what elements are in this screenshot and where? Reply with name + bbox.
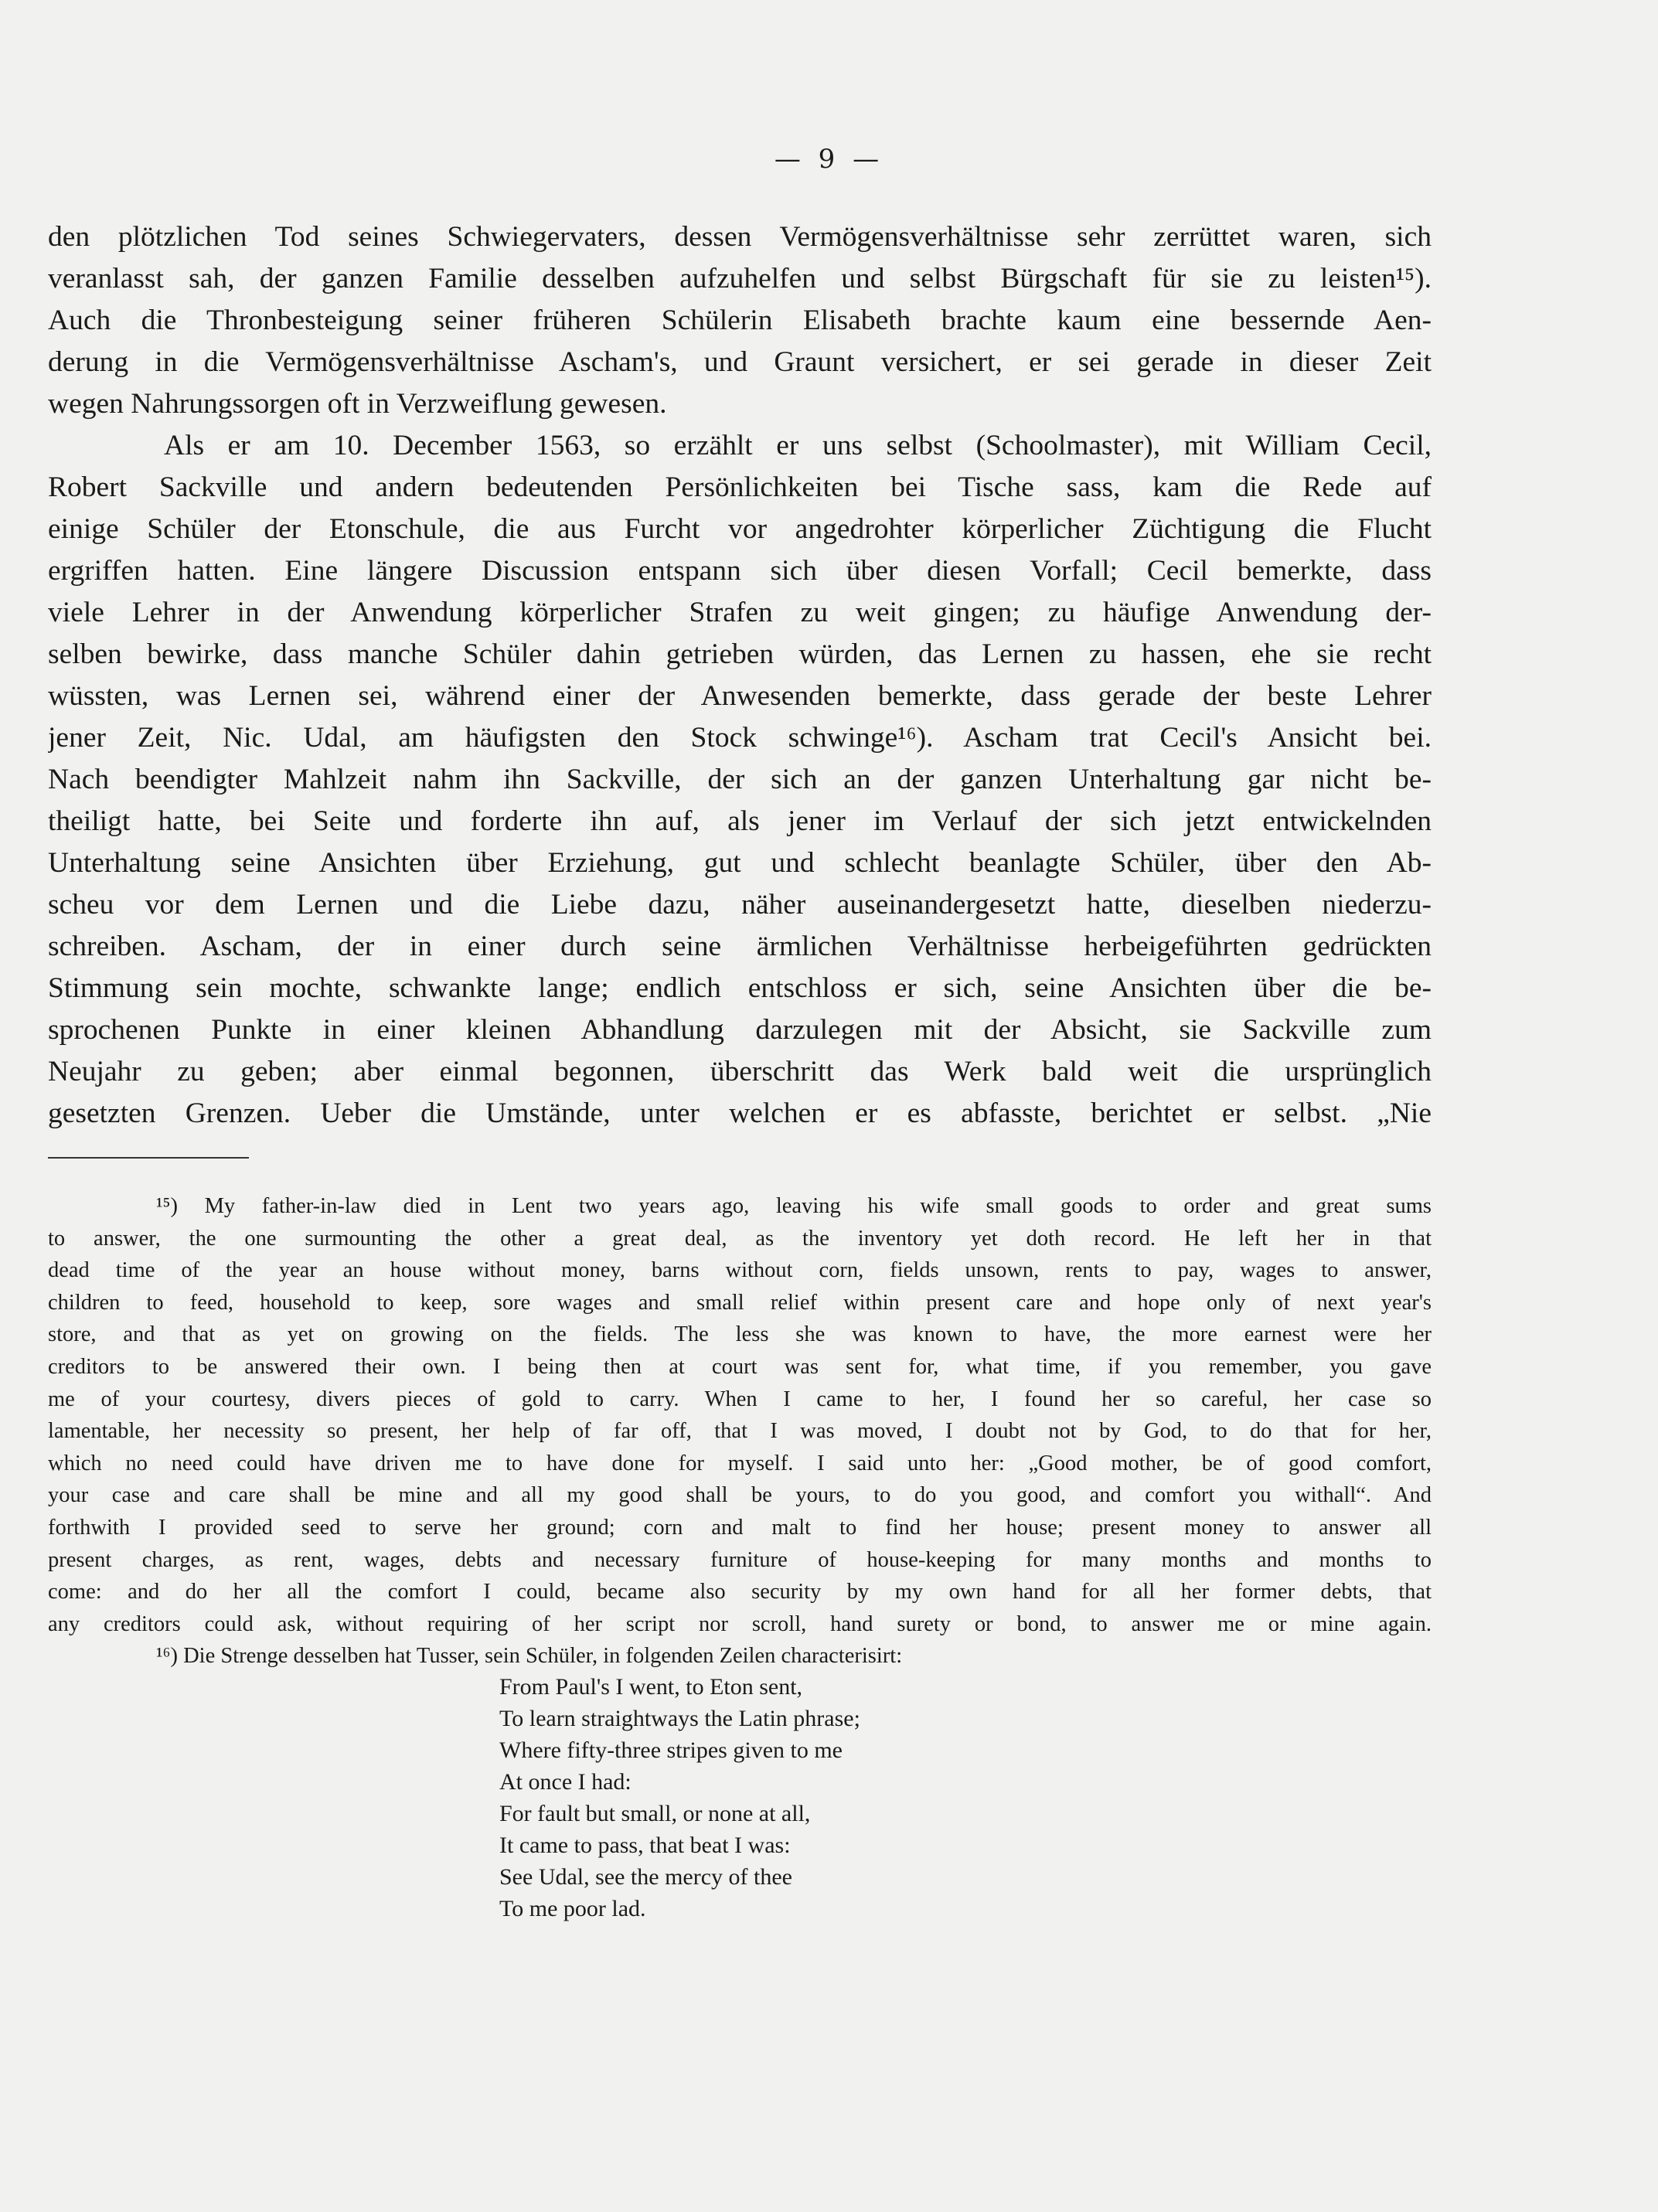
- poem-line: See Udal, see the mercy of thee: [499, 1864, 792, 1890]
- footnote-line: to answer, the one surmounting the other a great deal, as the inventory yet doth record. He left her in that: [48, 1226, 1432, 1251]
- footnote-line: me of your courtesy, divers pieces of gold to carry. When I came to her, I found her so careful, her case so: [48, 1387, 1432, 1411]
- body-line: schreiben. Ascham, der in einer durch seine ärmlichen Verhältnisse herbeigeführten gedrückten: [48, 931, 1432, 962]
- body-line: selben bewirke, dass manche Schüler dahin getrieben würden, das Lernen zu hassen, ehe sie recht: [48, 638, 1432, 670]
- body-line: theiligt hatte, bei Seite und forderte ihn auf, als jener im Verlauf der sich jetzt entwickelnden: [48, 805, 1432, 837]
- body-line: viele Lehrer in der Anwendung körperlicher Strafen zu weit gingen; zu häufige Anwendung der-: [48, 597, 1432, 628]
- body-line: wegen Nahrungssorgen oft in Verzweiflung gewesen.: [48, 388, 667, 420]
- poem-line: To learn straightways the Latin phrase;: [499, 1706, 860, 1731]
- footnote-line: come: and do her all the comfort I could, became also security by my own hand for all her former debts, that: [48, 1580, 1432, 1605]
- body-line: Unterhaltung seine Ansichten über Erziehung, gut und schlecht beanlagte Schüler, über den Ab-: [48, 847, 1432, 879]
- page-number: — 9 —: [774, 144, 884, 175]
- body-line: jener Zeit, Nic. Udal, am häufigsten den Stock schwinge¹⁶). Ascham trat Cecil's Ansicht bei.: [48, 722, 1432, 754]
- footnote-line: dead time of the year an house without money, barns without corn, fields unsown, rents to pay, wages to answer,: [48, 1258, 1432, 1283]
- body-line: Nach beendigter Mahlzeit nahm ihn Sackville, der sich an der ganzen Unterhaltung gar nicht be-: [48, 764, 1432, 795]
- poem-line: From Paul's I went, to Eton sent,: [499, 1674, 803, 1700]
- body-line: Als er am 10. December 1563, so erzählt er uns selbst (Schoolmaster), mit William Cecil,: [164, 430, 1432, 461]
- body-line: einige Schüler der Etonschule, die aus Furcht vor angedrohter körperlicher Züchtigung die Flucht: [48, 513, 1432, 545]
- footnote-line: ¹⁶) Die Strenge desselben hat Tusser, sein Schüler, in folgenden Zeilen characterisirt:: [156, 1644, 903, 1669]
- footnote-line: any creditors could ask, without requiring of her script nor scroll, hand surety or bond, to answer me or mine again.: [48, 1611, 1432, 1636]
- footnote-line: your case and care shall be mine and all my good shall be yours, to do you good, and comfort you withall“. And: [48, 1483, 1432, 1508]
- body-line: gesetzten Grenzen. Ueber die Umstände, unter welchen er es abfasste, berichtet er selbst. „Nie: [48, 1097, 1432, 1129]
- footnote-line: present charges, as rent, wages, debts and necessary furniture of house-keeping for many months and months to: [48, 1547, 1432, 1572]
- footnote-line: ¹⁵) My father-in-law died in Lent two years ago, leaving his wife small goods to order and great sums: [156, 1194, 1432, 1218]
- footnote-line: children to feed, household to keep, sore wages and small relief within present care and hope only of next year's: [48, 1290, 1432, 1315]
- poem-line: Where fifty-three stripes given to me: [499, 1737, 843, 1763]
- body-line: sprochenen Punkte in einer kleinen Abhandlung darzulegen mit der Absicht, sie Sackville zum: [48, 1014, 1432, 1046]
- body-line: wüssten, was Lernen sei, während einer der Anwesenden bemerkte, dass gerade der beste Lehrer: [48, 680, 1432, 712]
- poem-line: At once I had:: [499, 1769, 632, 1795]
- footnote-line: which no need could have driven me to have done for myself. I said unto her: „Good mother, be of good comfort,: [48, 1451, 1432, 1475]
- body-line: scheu vor dem Lernen und die Liebe dazu, näher auseinandergesetzt hatte, dieselben niederzu-: [48, 889, 1432, 921]
- body-line: veranlasst sah, der ganzen Familie desselben aufzuhelfen und selbst Bürgschaft für sie zu leisten¹⁵).: [48, 263, 1432, 294]
- footnote-divider: [48, 1157, 249, 1159]
- footnote-line: creditors to be answered their own. I being then at court was sent for, what time, if you remember, you gave: [48, 1354, 1432, 1379]
- poem-line: To me poor lad.: [499, 1896, 646, 1921]
- footnote-line: forthwith I provided seed to serve her ground; corn and malt to find her house; present money to answer all: [48, 1515, 1432, 1540]
- body-line: Auch die Thronbesteigung seiner früheren Schülerin Elisabeth brachte kaum eine bessernde Aen-: [48, 305, 1432, 336]
- footnote-line: store, and that as yet on growing on the fields. The less she was known to have, the more earnest were her: [48, 1322, 1432, 1347]
- body-line: Robert Sackville und andern bedeutenden Persönlichkeiten bei Tische sass, kam die Rede auf: [48, 471, 1432, 503]
- body-text: [48, 216, 1432, 1135]
- poem-line: It came to pass, that beat I was:: [499, 1833, 791, 1858]
- body-line: Stimmung sein mochte, schwankte lange; endlich entschloss er sich, seine Ansichten über die be-: [48, 972, 1432, 1004]
- footnotes: [48, 1190, 1432, 1673]
- body-line: Neujahr zu geben; aber einmal begonnen, überschritt das Werk bald weit die ursprünglich: [48, 1056, 1432, 1087]
- poem-line: For fault but small, or none at all,: [499, 1801, 811, 1826]
- body-line: ergriffen hatten. Eine längere Discussion entspann sich über diesen Vorfall; Cecil bemerkte, dass: [48, 555, 1432, 587]
- footnote-line: lamentable, her necessity so present, her help of far off, that I was moved, I doubt not by God, to do that for her,: [48, 1419, 1432, 1444]
- body-line: derung in die Vermögensverhältnisse Ascham's, und Graunt versichert, er sei gerade in dieser Zeit: [48, 346, 1432, 378]
- poem-quote: [499, 1671, 860, 1924]
- body-line: den plötzlichen Tod seines Schwiegervaters, dessen Vermögensverhältnisse sehr zerrüttet waren, sich: [48, 221, 1432, 253]
